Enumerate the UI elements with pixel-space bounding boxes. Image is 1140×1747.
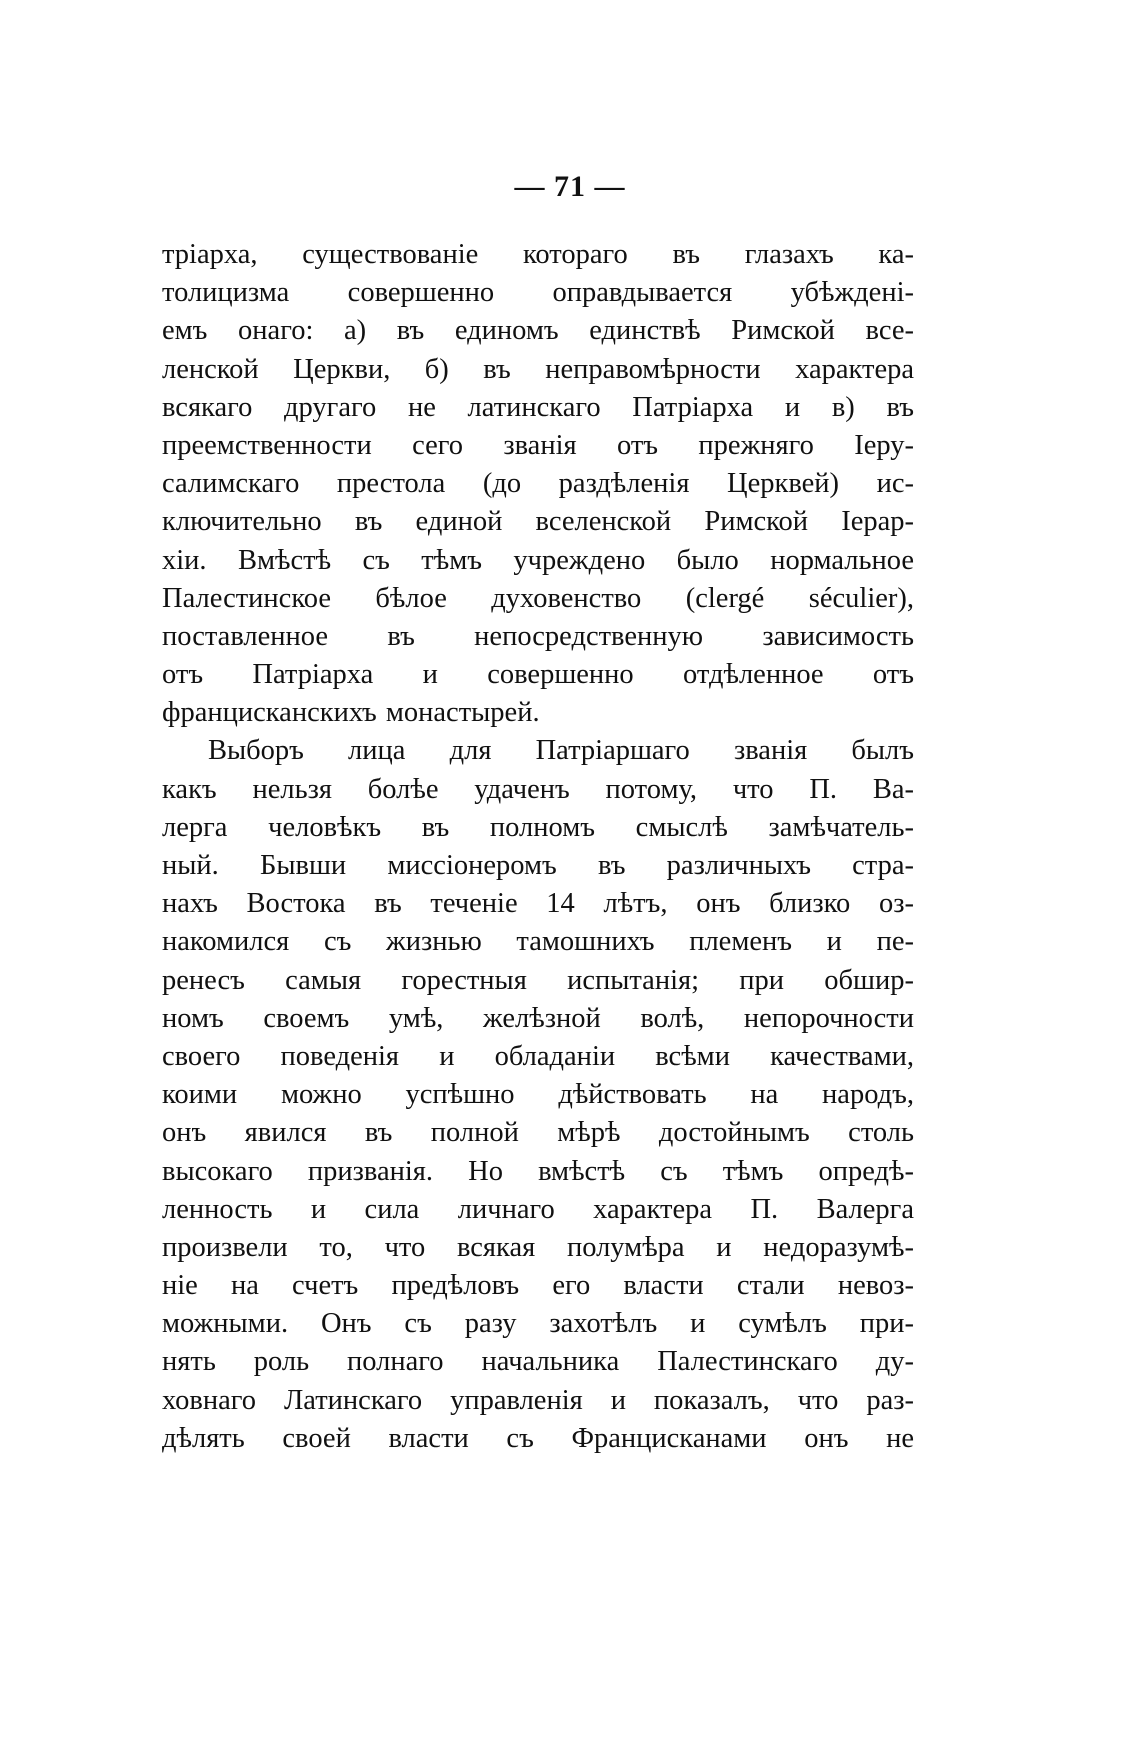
text-line: салимскаго престола (до раздѣленія Церквей) ис- [162,468,914,500]
text-line: преемственности сего званія отъ прежняго Іеру- [162,429,914,461]
text-line: накомился съ жизнью тамошнихъ племенъ и пе- [162,926,914,958]
text-line: толицизма совершенно оправдывается убѣжденi- [162,277,914,309]
text-line: всякаго другаго не латинскаго Патріарха и в) въ [162,391,914,423]
text-line: высокаго призванія. Но вмѣстѣ съ тѣмъ опредѣ- [162,1155,914,1187]
text-line: дѣлять своей власти съ Францисканами онъ не [162,1422,914,1454]
text-line: ренесъ самыя горестныя испытанія; при обшир- [162,964,914,996]
text-line: произвели то, что всякая полумѣра и недоразумѣ- [162,1231,914,1263]
text-line: ніе на счетъ предѣловъ его власти стали невоз- [162,1270,914,1302]
text-line: онъ явился въ полной мѣрѣ достойнымъ столь [162,1117,914,1149]
text-line: хіи. Вмѣстѣ съ тѣмъ учреждено было нормальное [162,544,914,576]
text-line: ключительно въ единой вселенской Римской Іерар- [162,506,914,538]
text-line: тріарха, существованіе котораго въ глазахъ ка- [162,239,914,270]
text-line: какъ нельзя болѣе удаченъ потому, что П. Ва- [162,773,914,805]
text-line: нять роль полнаго начальника Палестинскаго ду- [162,1346,914,1378]
text-line: Палестинское бѣлое духовенство (clergé séculier), [162,582,914,614]
text-line: францисканскихъ монастырей. [162,697,540,729]
text-line: ховнаго Латинскаго управленія и показалъ, что раз- [162,1384,914,1416]
text-line: ленской Церкви, б) въ неправомѣрности характера [162,353,914,385]
text-line: коими можно успѣшно дѣйствовать на народъ, [162,1079,914,1111]
text-line: ленность и сила личнаго характера П. Валерга [162,1193,914,1225]
text-line: можными. Онъ съ разу захотѣлъ и сумѣлъ при- [162,1308,914,1340]
text-line: Выборъ лица для Патріаршаго званія былъ [208,735,914,767]
text-line: ный. Бывши миссіонеромъ въ различныхъ стра- [162,850,914,881]
text-line: лерга человѣкъ въ полномъ смыслѣ замѣчатель- [162,811,914,843]
text-line: отъ Патріарха и совершенно отдѣленное отъ [162,659,914,691]
body-text [162,236,914,1458]
text-line: поставленное въ непосредственную зависимость [162,620,914,652]
text-line: нахъ Востока въ теченіе 14 лѣтъ, онъ близко оз- [162,888,914,920]
page-number: — 71 — [514,170,626,203]
text-line: емъ онаго: а) въ единомъ единствѣ Римской все- [162,315,914,347]
text-line: своего поведенія и обладаніи всѣми качествами, [162,1040,914,1072]
text-line: номъ своемъ умѣ, желѣзной волѣ, непорочности [162,1002,914,1034]
